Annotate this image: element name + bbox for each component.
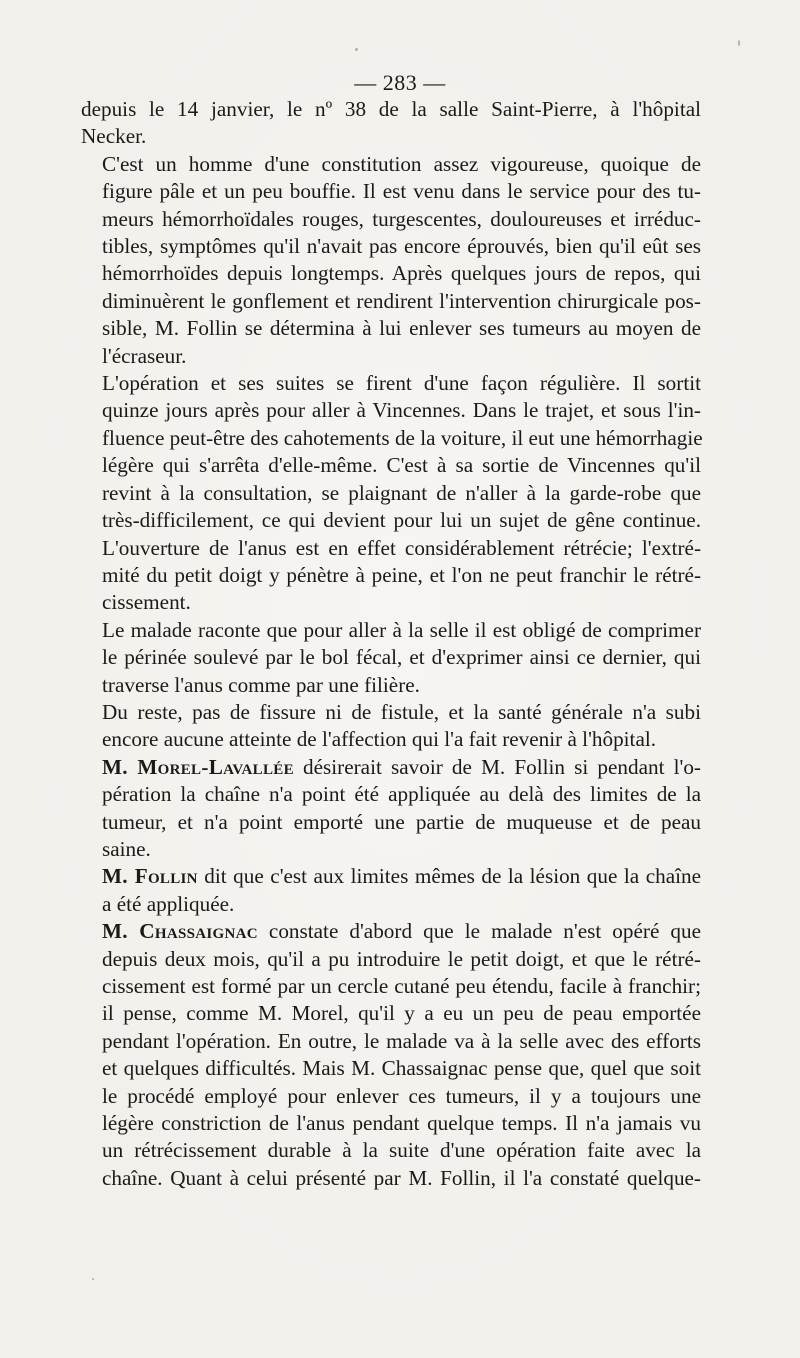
line-text: pendant l'opération. En outre, le malade va à la selle avec des efforts — [102, 1028, 701, 1053]
text-line — [81, 836, 701, 863]
paragraph — [81, 617, 701, 699]
line-text: depuis le 14 janvier, le nº 38 de la salle Saint-Pierre, à l'hôpital — [81, 97, 701, 121]
text-line — [81, 754, 701, 781]
paper-speck — [355, 48, 358, 51]
line-text: cissement est formé par un cercle cutané peu étendu, facile à franchir; — [102, 974, 701, 998]
text-line — [81, 233, 701, 260]
paragraph — [81, 918, 701, 1192]
text-line — [81, 973, 701, 1000]
line-text: L'opération et ses suites se firent d'une façon régulière. Il sortit — [102, 371, 701, 396]
line-text: a été appliquée. — [102, 891, 235, 916]
text-line — [81, 1137, 701, 1164]
paragraph — [81, 863, 701, 918]
line-text: meurs hémorrhoïdales rouges, turgescentes, douloureuses et irréduc- — [102, 206, 701, 231]
paragraph — [81, 96, 701, 151]
text-line — [81, 535, 701, 562]
line-text: cissement. — [102, 590, 191, 615]
text-line — [81, 672, 701, 699]
line-text: très-difficilement, ce qui devient pour lui un sujet de gêne continue. — [102, 508, 701, 533]
line-text: figure pâle et un peu bouffie. Il est venu dans le service pour des tu- — [102, 179, 701, 204]
line-text: l'écraseur. — [102, 343, 187, 368]
text-line — [81, 507, 701, 534]
text-line — [81, 1083, 701, 1110]
speaker-name: M. Morel-Lavallée — [102, 754, 294, 779]
text-line — [81, 863, 701, 890]
line-text: légère constriction de l'anus pendant quelque temps. Il n'a jamais vu — [102, 1111, 701, 1136]
text-line — [81, 1110, 701, 1137]
text-line — [81, 480, 701, 507]
line-text: fluence peut-être des cahotements de la voiture, il eut une hémorrhagie — [102, 425, 703, 450]
text-line — [81, 644, 701, 671]
line-text: tumeur, et n'a point emporté une partie de muqueuse et de peau — [102, 809, 701, 834]
line-text: hémorrhoïdes depuis longtemps. Après quelques jours de repos, qui — [102, 261, 701, 286]
text-line — [81, 425, 701, 452]
text-line — [81, 589, 701, 616]
paragraph — [81, 754, 701, 864]
line-text: quinze jours après pour aller à Vincennes. Dans le trajet, et sous l'in- — [102, 398, 701, 423]
line-text: tibles, symptômes qu'il n'avait pas encore éprouvés, bien qu'il eût ses — [102, 234, 701, 259]
text-line — [81, 1000, 701, 1027]
text-line — [81, 206, 701, 233]
line-text: Le malade raconte que pour aller à la selle il est obligé de comprimer — [102, 617, 701, 642]
line-text: Du reste, pas de fissure ni de fistule, et la santé générale n'a subi — [102, 699, 701, 724]
text-line — [81, 1055, 701, 1082]
line-text: Necker. — [81, 124, 147, 149]
text-line — [81, 397, 701, 424]
text-line — [81, 1028, 701, 1055]
paragraph — [81, 370, 701, 617]
text-line — [81, 370, 701, 397]
line-text: C'est un homme d'une constitution assez vigoureuse, quoique de — [102, 151, 701, 176]
paper-speck — [738, 40, 740, 46]
speaker-name: M. Chassaignac — [102, 919, 258, 944]
speaker-name: M. Follin — [102, 864, 198, 889]
line-text: désirerait savoir de M. Follin si pendant l'o- — [293, 754, 701, 779]
text-line — [81, 781, 701, 808]
text-line — [81, 562, 701, 589]
text-line — [81, 1165, 701, 1192]
text-line — [81, 288, 701, 315]
text-line — [81, 123, 701, 150]
paragraph — [81, 699, 701, 754]
paragraph — [81, 151, 701, 370]
line-text: le procédé employé pour enlever ces tumeurs, il y a toujours une — [102, 1083, 701, 1108]
line-text: depuis deux mois, qu'il a pu introduire le petit doigt, et que le rétré- — [102, 946, 701, 971]
text-line — [81, 918, 701, 945]
line-text: dit que c'est aux limites mêmes de la lésion que la chaîne — [197, 864, 701, 889]
line-text: constate d'abord que le malade n'est opéré que — [257, 919, 701, 944]
text-line — [81, 726, 701, 753]
text-line — [81, 343, 701, 370]
line-text: sible, M. Follin se détermina à lui enlever ses tumeurs au moyen de — [102, 316, 701, 341]
text-line — [81, 699, 701, 726]
line-text: mité du petit doigt y pénètre à peine, et l'on ne peut franchir le rétré- — [102, 562, 701, 587]
text-line — [81, 96, 701, 123]
text-line — [81, 946, 701, 973]
line-text: un rétrécissement durable à la suite d'une opération faite avec la — [102, 1138, 701, 1163]
paper-speck — [92, 1278, 94, 1280]
text-line — [81, 315, 701, 342]
text-line — [81, 809, 701, 836]
page-number: — 283 — — [354, 70, 446, 95]
line-text: et quelques difficultés. Mais M. Chassaignac pense que, quel que soit — [102, 1056, 701, 1081]
line-text: encore aucune atteinte de l'affection qui l'a fait revenir à l'hôpital. — [102, 727, 657, 752]
line-text: chaîne. Quant à celui présenté par M. Follin, il l'a constaté quelque- — [102, 1165, 701, 1190]
text-line — [81, 178, 701, 205]
text-line — [81, 891, 701, 918]
text-line — [81, 151, 701, 178]
line-text: le périnée soulevé par le bol fécal, et d'exprimer ainsi ce dernier, qui — [102, 645, 701, 670]
line-text: revint à la consultation, se plaignant de n'aller à la garde-robe que — [102, 480, 701, 505]
text-line — [81, 617, 701, 644]
text-line — [81, 452, 701, 479]
line-text: diminuèrent le gonflement et rendirent l'intervention chirurgicale pos- — [102, 288, 701, 313]
line-text: pération la chaîne n'a point été appliquée au delà des limites de la — [102, 782, 701, 807]
body-text — [81, 96, 701, 1192]
line-text: légère qui s'arrêta d'elle-même. C'est à sa sortie de Vincennes qu'il — [102, 453, 701, 478]
line-text: L'ouverture de l'anus est en effet considérablement rétrécie; l'extré- — [102, 535, 701, 560]
line-text: il pense, comme M. Morel, qu'il y a eu un peu de peau emportée — [102, 1001, 701, 1026]
line-text: traverse l'anus comme par une filière. — [102, 672, 420, 697]
line-text: saine. — [102, 836, 151, 861]
text-line — [81, 260, 701, 287]
